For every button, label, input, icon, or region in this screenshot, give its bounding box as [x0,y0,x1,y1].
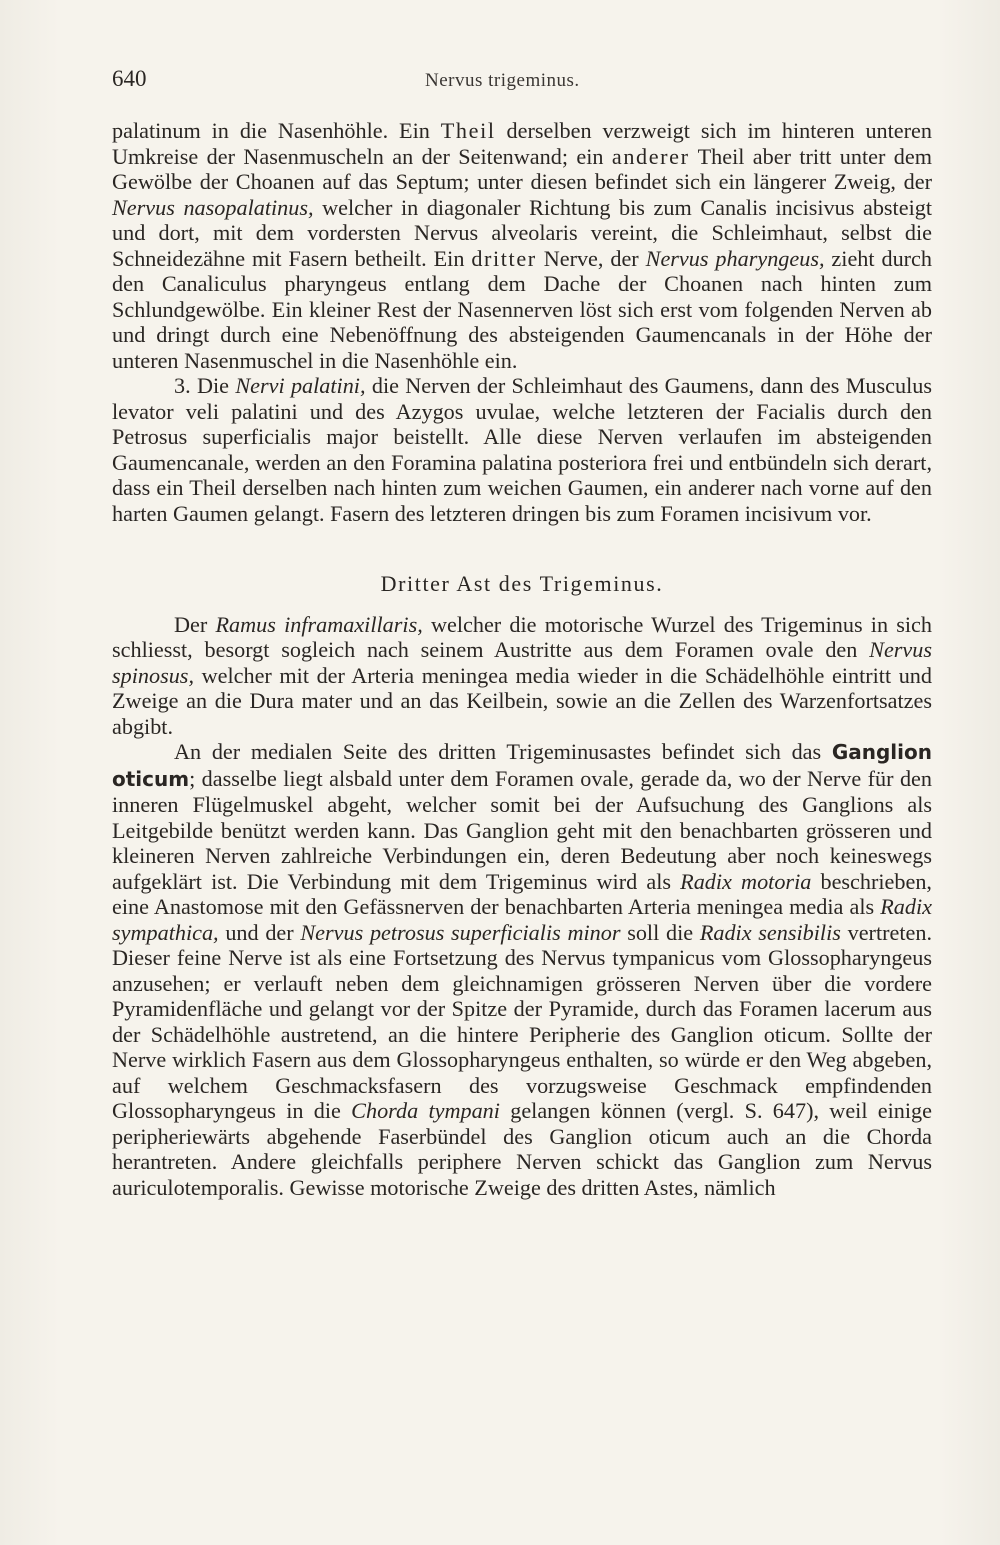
running-head: Nervus trigeminus. [425,70,580,91]
paragraph-ganglion-oticum: An der medialen Seite des dritten Trigeminusastes befindet sich das Ganglion oticum; dasselbe liegt alsbald unter dem Foramen ovale, gerade da, wo der Nerve für den inneren Flügelmuskel abgeht, welcher somit bei der Aufsuchung des Ganglions als Leitgebilde benützt werden kann. Das Ganglion geht mit den benachbarten grösseren und kleineren Nerven zahlreiche Verbindungen ein, deren Bedeutung aber noch keineswegs aufgeklärt ist. Die Verbindung mit dem Trigeminus wird als Radix motoria beschrieben, eine Anastomose mit den Gefässnerven der benachbarten Arteria meningea media als Radix sympathica, und der Nervus petrosus superficialis minor soll die Radix sensibilis vertreten. Dieser feine Nerve ist als eine Fortsetzung des Nervus tympanicus vom Glossopharyngeus anzusehen; er verlauft neben dem gleichnamigen grösseren Nerven über die vordere Pyramidenfläche und gelangt vor der Spitze der Pyramide, durch das Foramen lacerum aus der Schädelhöhle austretend, an die hintere Peripherie des Ganglion oticum. Sollte der Nerve wirklich Fasern aus dem Glossopharyngeus enthalten, so würde er den Weg abgeben, auf welchem Geschmacksfasern des vorzugsweise Geschmack empfindenden Glossopharyngeus in die Chorda tympani gelangen können (vergl. S. 647), weil einige peripheriewärts abgehende Faserbündel des Ganglion oticum auch an die Chorda herantreten. Andere gleichfalls periphere Nerven schickt das Ganglion zum Nervus auriculotemporalis. Gewisse motorische Zweige des dritten Astes, nämlich [112,739,933,1200]
term-nervus-spinosus: Nervus spinosus, [112,637,932,688]
term-nervus-nasopalatinus: Nervus nasopalatinus, [112,194,314,220]
term-radix-sensibilis: Radix sensibilis [699,919,841,945]
body-text [112,118,932,1200]
term-radix-sympathica: Radix sympathica, [112,894,932,945]
paragraph-nasal-nerves: palatinum in die Nasenhöhle. Ein Theil derselben verzweigt sich im hinteren unteren Umkreise der Nasenmuscheln an der Seitenwand; ein anderer Theil aber tritt unter dem Gewölbe der Choanen auf das Septum; unter diesen befindet sich ein längerer Zweig, der Nervus nasopalatinus, welcher in diagonaler Richtung bis zum Canalis incisivus absteigt und dort, mit dem vordersten Nervus alveolaris vereint, die Schleimhaut, selbst die Schneidezähne mit Fasern betheilt. Ein dritter Nerve, der Nervus pharyngeus, zieht durch den Canaliculus pharyngeus entlang dem Dache der Choanen nach hinten zum Schlundgewölbe. Ein kleiner Rest der Nasennerven löst sich erst vom folgenden Nerven ab und dringt durch eine Nebenöffnung des absteigenden Gaumencanals in der Höhe der unteren Nasenmuschel in die Nasenhöhle ein. [112,118,932,373]
paragraph-nervi-palatini: 3. Die Nervi palatini, die Nerven der Schleimhaut des Gaumens, dann des Musculus levator veli palatini und des Azygos uvulae, welche letzteren der Facialis durch den Petrosus superficialis major beistellt. Alle diese Nerven verlaufen im absteigenden Gaumencanale, werden an den Foramina palatina posteriora frei und entbündeln sich derart, dass ein Theil derselben nach hinten zum weichen Gaumen, ein anderer nach vorne auf den harten Gaumen gelangt. Fasern des letzteren dringen bis zum Foramen incisivum vor. [112,373,932,526]
term-ganglion-oticum: Ganglion oticum [112,740,932,791]
page-header [112,66,932,100]
term-ramus-inframaxillaris: Ramus inframaxillaris, [215,611,423,637]
paragraph-ramus-inframaxillaris: Der Ramus inframaxillaris, welcher die motorische Wurzel des Trigeminus in sich schliesst, besorgt sogleich nach seinem Austritte aus dem Foramen ovale den Nervus spinosus, welcher mit der Arteria meningea media wieder in die Schädelhöhle eintritt und Zweige an die Dura mater und an das Keilbein, sowie an die Zellen des Warzenfortsatzes abgibt. [112,611,932,739]
page-number: 640 [112,66,147,91]
section-heading: Dritter Ast des Trigeminus. [380,571,664,596]
term-chorda-tympani: Chorda tympani [351,1098,500,1123]
term-nervi-palatini: Nervi palatini, [235,373,366,398]
term-nervus-pharyngeus: Nervus pharyngeus, [645,245,825,271]
term-nervus-petrosus: Nervus petrosus superficialis minor [300,919,621,945]
term-radix-motoria: Radix motoria [680,868,812,894]
